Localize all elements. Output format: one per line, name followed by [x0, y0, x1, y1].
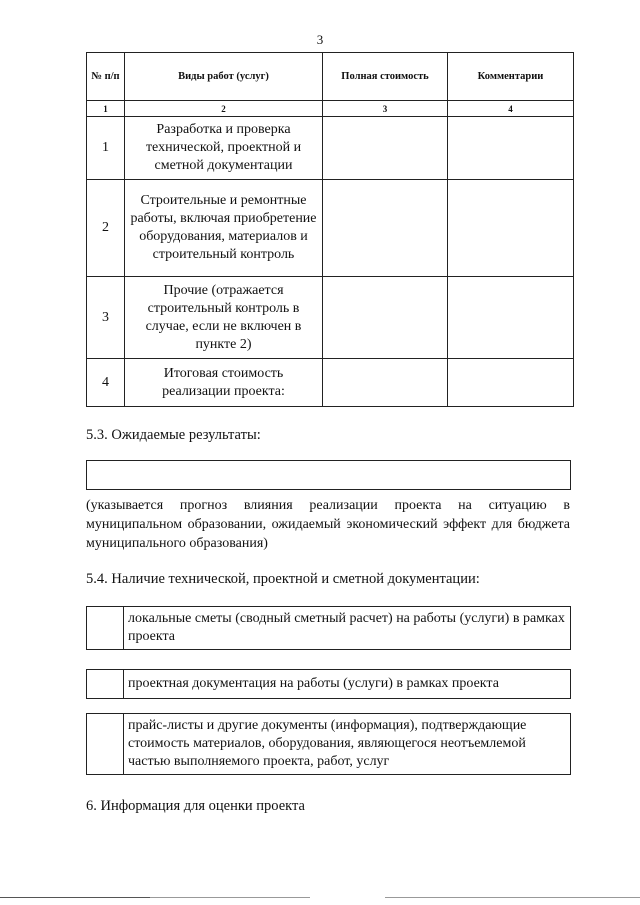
footer-divider [150, 897, 310, 898]
row-cost-cell[interactable] [323, 180, 448, 277]
row-work-text: Строительные и ремонтные работы, включая приобретение оборудования, материалов и строительный контроль [125, 180, 323, 277]
table-row-total [87, 359, 574, 407]
row-work-text: Итоговая стоимость реализации проекта: [125, 359, 323, 407]
row-number: 3 [87, 277, 125, 359]
row-work-text: Разработка и проверка технической, проектной и сметной документации [125, 117, 323, 180]
page-number: 3 [316, 32, 324, 47]
doc-item-project-docs [86, 669, 571, 699]
doc-item-label: локальные сметы (сводный сметный расчет) на работы (услуги) в рамках проекта [128, 611, 565, 644]
works-cost-table [86, 52, 574, 407]
col-number: 2 [125, 101, 323, 117]
table-row [87, 117, 574, 180]
row-comment-cell[interactable] [448, 277, 574, 359]
section-5-3-title: 5.3. Ожидаемые результаты: [86, 427, 261, 443]
row-work-text: Прочие (отражается строительный контроль в случае, если не включен в пункте 2) [125, 277, 323, 359]
col-number: 1 [87, 101, 125, 117]
section-6-title: 6. Информация для оценки проекта [86, 798, 305, 814]
doc-item-price-lists [86, 713, 571, 775]
row-comment-cell[interactable] [448, 359, 574, 407]
row-cost-cell[interactable] [323, 277, 448, 359]
column-number-row [87, 101, 574, 117]
table-row [87, 180, 574, 277]
row-cost-cell[interactable] [323, 359, 448, 407]
expected-results-box[interactable] [86, 460, 571, 490]
footer-divider [0, 897, 150, 898]
row-comment-cell[interactable] [448, 117, 574, 180]
doc-checkbox[interactable] [87, 607, 124, 649]
table-row [87, 277, 574, 359]
row-number: 2 [87, 180, 125, 277]
row-cost-cell[interactable] [323, 117, 448, 180]
expected-results-note: (указывается прогноз влияния реализации проекта на ситуацию в муниципальном образовании, ожидаемый экономический эффект для бюджета муниципального образования) [86, 498, 570, 551]
doc-checkbox[interactable] [87, 714, 124, 774]
table-header-row [87, 53, 574, 101]
doc-item-local-estimates [86, 606, 571, 650]
row-number: 1 [87, 117, 125, 180]
col-number: 3 [323, 101, 448, 117]
section-5-4-title: 5.4. Наличие технической, проектной и сметной документации: [86, 571, 480, 587]
header-number: № п/п [87, 53, 125, 101]
doc-checkbox[interactable] [87, 670, 124, 698]
footer-divider [385, 897, 640, 898]
header-full-cost: Полная стоимость [323, 53, 448, 101]
header-comments: Комментарии [448, 53, 574, 101]
row-comment-cell[interactable] [448, 180, 574, 277]
doc-item-label: проектная документация на работы (услуги) в рамках проекта [128, 676, 499, 691]
col-number: 4 [448, 101, 574, 117]
doc-item-label: прайс-листы и другие документы (информация), подтверждающие стоимость материалов, оборудования, являющегося неотъемлемой частью выполняемого проекта, работ, услуг [128, 718, 527, 769]
row-number: 4 [87, 359, 125, 407]
header-work-type: Виды работ (услуг) [125, 53, 323, 101]
